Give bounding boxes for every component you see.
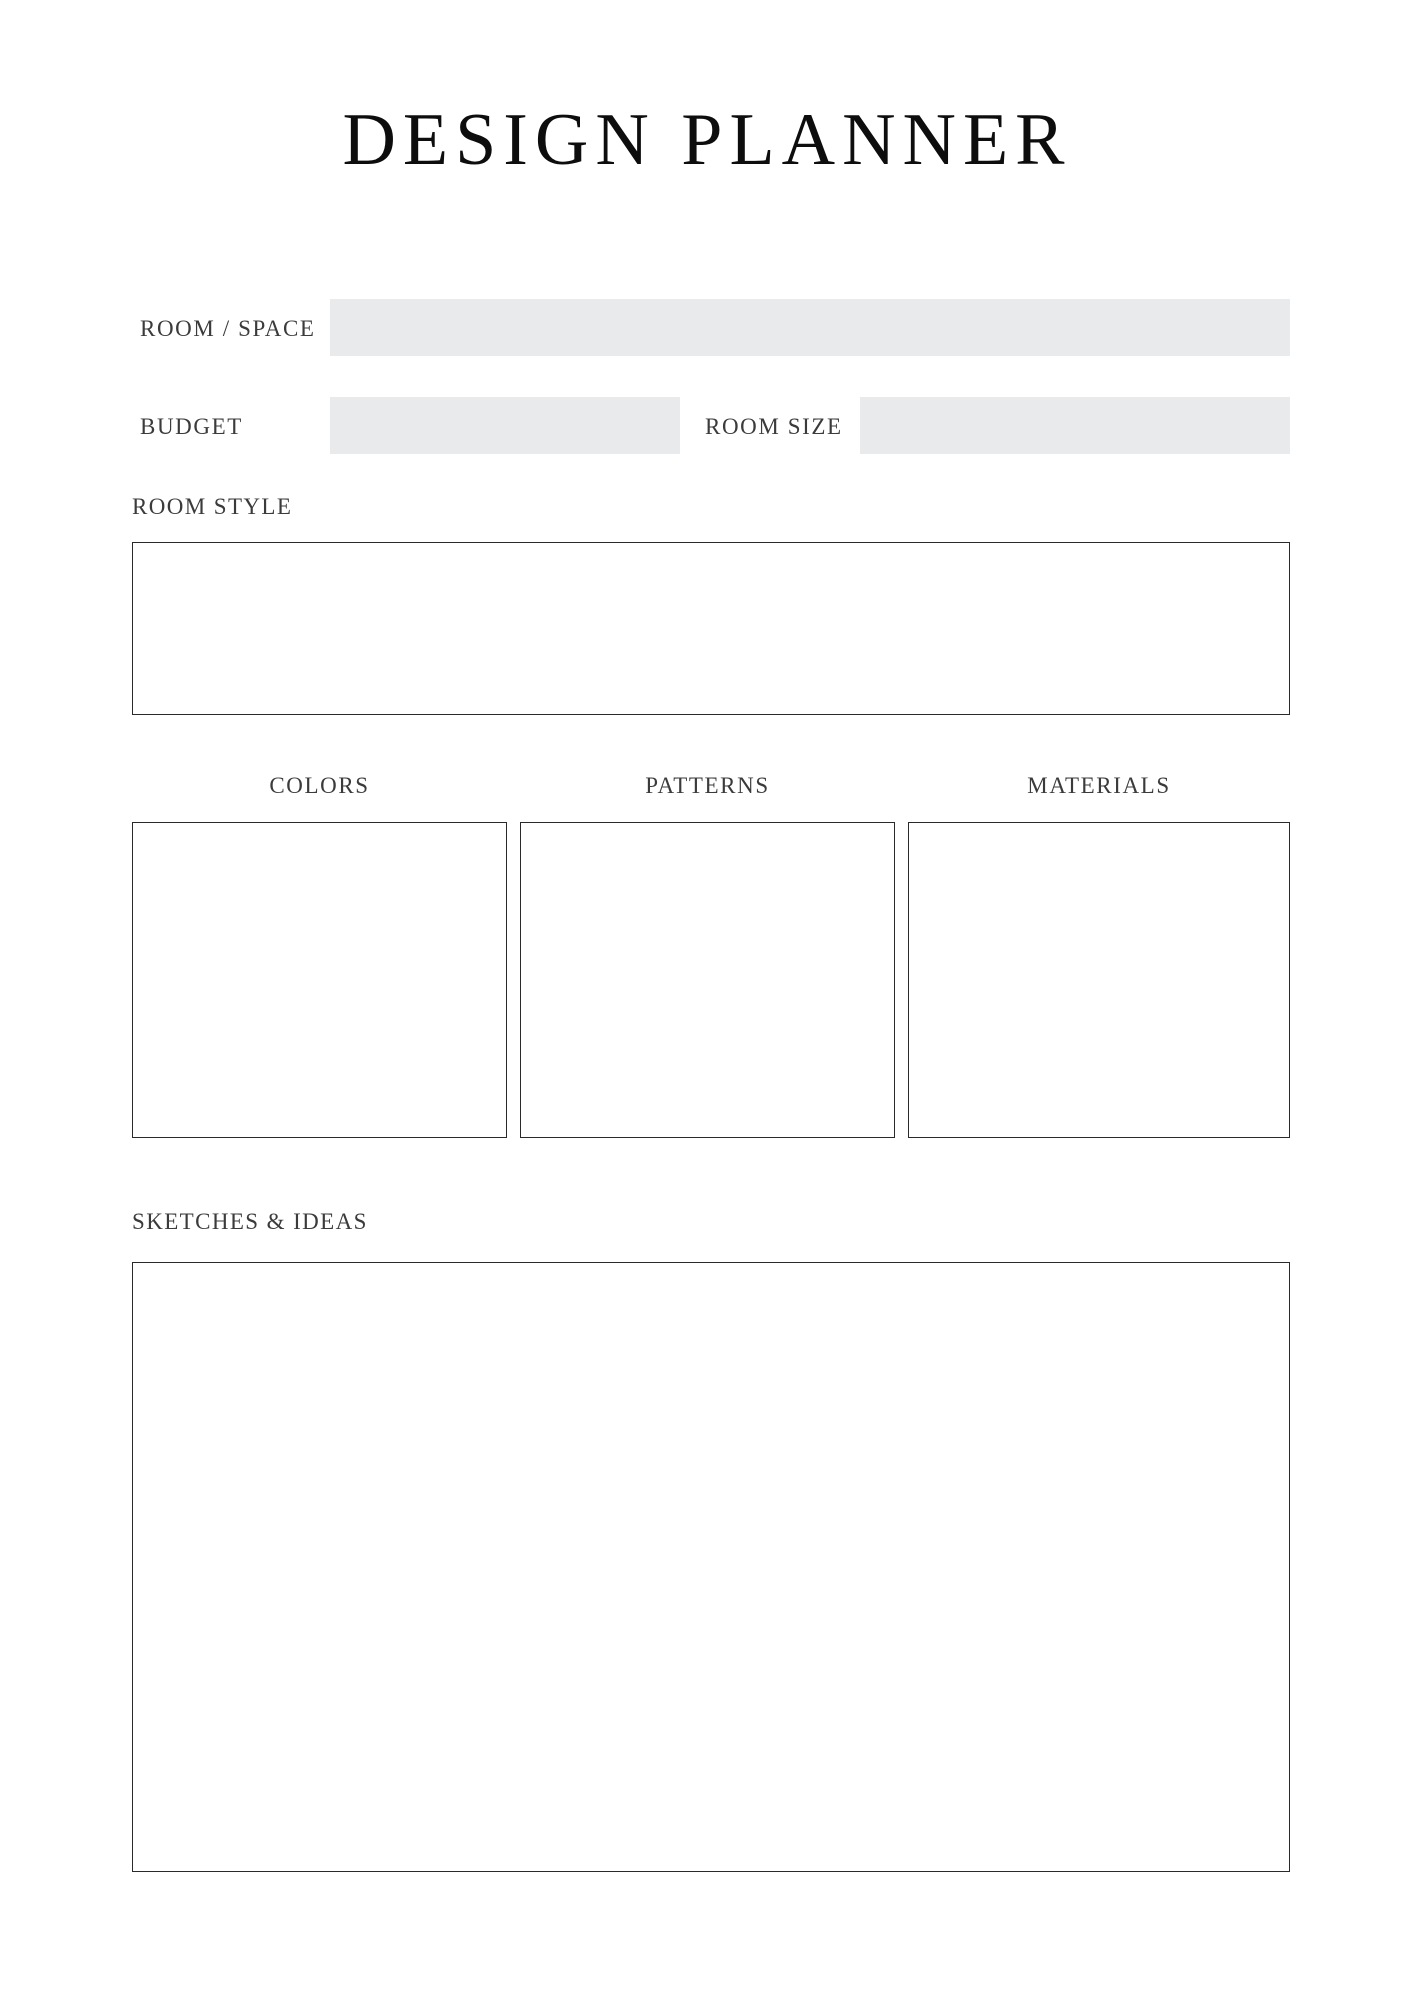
materials-header: MATERIALS [1027,773,1171,798]
patterns-box[interactable] [520,822,895,1138]
room-size-input[interactable] [860,397,1290,454]
room-style-label: ROOM STYLE [132,494,293,519]
budget-input[interactable] [330,397,680,454]
room-size-label: ROOM SIZE [705,414,843,439]
room-space-input[interactable] [330,299,1290,356]
room-space-label: ROOM / SPACE [140,316,316,341]
sketches-label: SKETCHES & IDEAS [132,1209,368,1234]
page-title: DESIGN PLANNER [342,99,1072,181]
colors-box[interactable] [132,822,507,1138]
sketches-box[interactable] [132,1262,1290,1872]
budget-label: BUDGET [140,414,243,439]
materials-box[interactable] [908,822,1290,1138]
room-style-textarea[interactable] [132,542,1290,715]
colors-header: COLORS [269,773,370,798]
patterns-header: PATTERNS [645,773,770,798]
